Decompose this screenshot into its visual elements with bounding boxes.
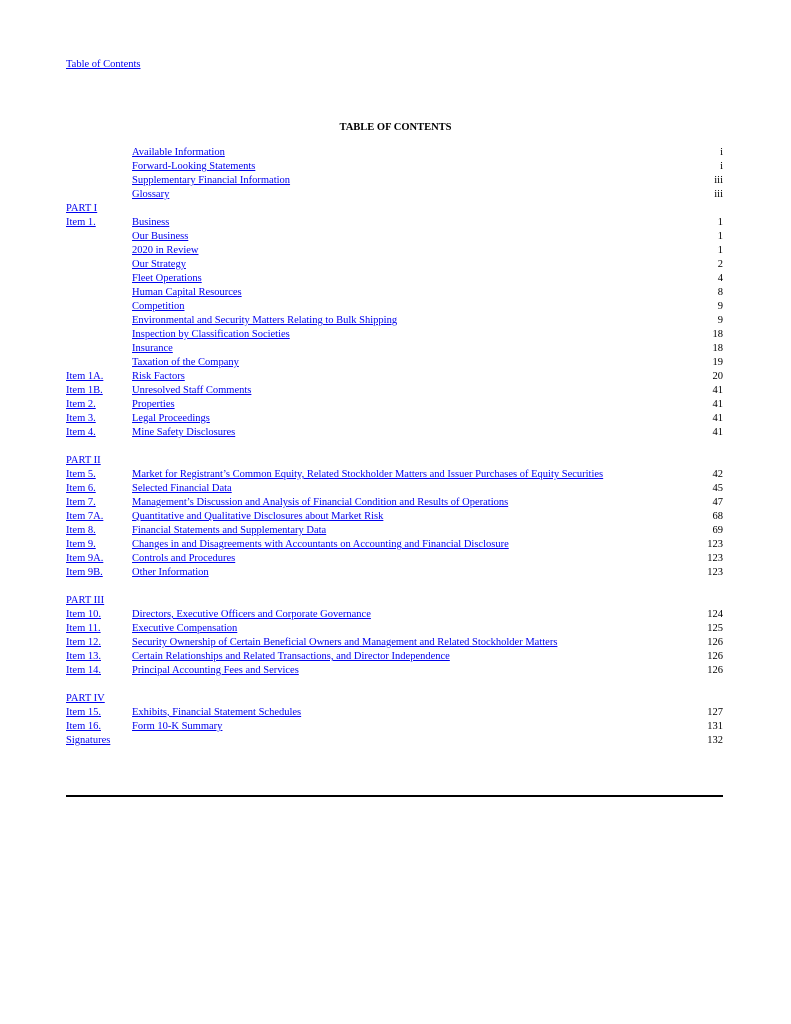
page-number: 132	[707, 735, 723, 746]
toc-row	[66, 146, 723, 160]
toc-row	[66, 636, 723, 650]
item-number-link[interactable]: Item 7A.	[66, 511, 104, 522]
toc-row	[66, 650, 723, 664]
item-number-link[interactable]: Item 9B.	[66, 567, 103, 578]
toc-row	[66, 160, 723, 174]
part-heading-link[interactable]: PART III	[66, 595, 105, 606]
section-title-link[interactable]: Management’s Discussion and Analysis of Financial Condition and Results of Operations	[132, 497, 509, 508]
page-number: 9	[717, 315, 723, 326]
page-number: 123	[707, 567, 723, 578]
page-number: 18	[712, 329, 723, 340]
item-number-link[interactable]: Item 3.	[66, 413, 96, 424]
toc-row	[66, 454, 723, 468]
toc-row	[66, 314, 723, 328]
section-title-link[interactable]: Taxation of the Company	[132, 357, 239, 368]
part-heading-link[interactable]: PART IV	[66, 693, 105, 704]
toc-row	[66, 468, 723, 482]
toc-row	[66, 510, 723, 524]
section-gap	[66, 580, 723, 594]
toc-row	[66, 412, 723, 426]
item-number-link[interactable]: Item 16.	[66, 721, 101, 732]
item-number-link[interactable]: Signatures	[66, 735, 111, 746]
toc-row	[66, 328, 723, 342]
toc-row	[66, 384, 723, 398]
table-of-contents-link[interactable]: Table of Contents	[66, 59, 141, 70]
page-number: 42	[712, 469, 723, 480]
toc-row	[66, 524, 723, 538]
toc-list	[66, 146, 723, 748]
page-number: 127	[707, 707, 723, 718]
section-title-link[interactable]: Certain Relationships and Related Transactions, and Director Independence	[132, 651, 450, 662]
section-title-link[interactable]: Legal Proceedings	[132, 413, 210, 424]
toc-row	[66, 188, 723, 202]
section-title-link[interactable]: Risk Factors	[132, 371, 185, 382]
section-title-link[interactable]: 2020 in Review	[132, 245, 199, 256]
toc-row	[66, 664, 723, 678]
section-title-link[interactable]: Competition	[132, 301, 185, 312]
toc-row	[66, 552, 723, 566]
toc-row	[66, 538, 723, 552]
section-title-link[interactable]: Properties	[132, 399, 175, 410]
item-number-link[interactable]: Item 15.	[66, 707, 101, 718]
toc-row	[66, 356, 723, 370]
item-number-link[interactable]: Item 14.	[66, 665, 101, 676]
section-title-link[interactable]: Insurance	[132, 343, 173, 354]
page-number: 1	[717, 217, 723, 228]
section-title-link[interactable]: Exhibits, Financial Statement Schedules	[132, 707, 302, 718]
page-number: iii	[714, 189, 723, 200]
toc-row	[66, 216, 723, 230]
item-number-link[interactable]: Item 8.	[66, 525, 96, 536]
toc-row	[66, 244, 723, 258]
part-heading-link[interactable]: PART II	[66, 455, 101, 466]
section-title-link[interactable]: Mine Safety Disclosures	[132, 427, 236, 438]
page-number: 45	[712, 483, 723, 494]
item-number-link[interactable]: Item 1.	[66, 217, 96, 228]
toc-row	[66, 734, 723, 748]
page-number: 2	[717, 259, 723, 270]
toc-row	[66, 482, 723, 496]
toc-row	[66, 426, 723, 440]
toc-row	[66, 496, 723, 510]
section-title-link[interactable]: Security Ownership of Certain Beneficial Owners and Management and Related Stockholder Matters	[132, 637, 558, 648]
page-title: TABLE OF CONTENTS	[339, 122, 452, 133]
page-number: 1	[717, 231, 723, 242]
page-number: 9	[717, 301, 723, 312]
toc-row	[66, 720, 723, 734]
section-title-link[interactable]: Inspection by Classification Societies	[132, 329, 290, 340]
page-number: 126	[707, 665, 723, 676]
item-number-link[interactable]: Item 1B.	[66, 385, 103, 396]
page-number: 123	[707, 539, 723, 550]
section-title-link[interactable]: Forward-Looking Statements	[132, 161, 256, 172]
page-number: 8	[717, 287, 723, 298]
toc-row	[66, 622, 723, 636]
page-number: 131	[707, 721, 723, 732]
section-title-link[interactable]: Directors, Executive Officers and Corporate Governance	[132, 609, 371, 620]
page-divider	[66, 795, 723, 797]
item-number-link[interactable]: Item 11.	[66, 623, 101, 634]
page-number: 68	[712, 511, 723, 522]
page-number: 126	[707, 651, 723, 662]
page-number: 125	[707, 623, 723, 634]
item-number-link[interactable]: Item 9.	[66, 539, 96, 550]
section-title-link[interactable]: Controls and Procedures	[132, 553, 236, 564]
page-number: 18	[712, 343, 723, 354]
page-number: 123	[707, 553, 723, 564]
page-number: 69	[712, 525, 723, 536]
toc-row	[66, 566, 723, 580]
page-number: 4	[717, 273, 723, 284]
toc-row	[66, 398, 723, 412]
page-number: 1	[717, 245, 723, 256]
section-title-link[interactable]: Fleet Operations	[132, 273, 202, 284]
page-number: i	[720, 147, 723, 158]
toc-row	[66, 608, 723, 622]
item-number-link[interactable]: Item 10.	[66, 609, 101, 620]
section-title-link[interactable]: Environmental and Security Matters Relating to Bulk Shipping	[132, 315, 398, 326]
section-title-link[interactable]: Our Strategy	[132, 259, 186, 270]
toc-row	[66, 706, 723, 720]
section-title-link[interactable]: Selected Financial Data	[132, 483, 232, 494]
item-number-link[interactable]: Item 5.	[66, 469, 96, 480]
item-number-link[interactable]: Item 2.	[66, 399, 96, 410]
toc-row	[66, 202, 723, 216]
section-title-link[interactable]: Quantitative and Qualitative Disclosures about Market Risk	[132, 511, 384, 522]
item-number-link[interactable]: Item 12.	[66, 637, 101, 648]
part-heading-link[interactable]: PART I	[66, 203, 98, 214]
item-number-link[interactable]: Item 4.	[66, 427, 96, 438]
section-title-link[interactable]: Executive Compensation	[132, 623, 238, 634]
page-number: 41	[712, 385, 723, 396]
toc-row	[66, 300, 723, 314]
section-gap	[66, 440, 723, 454]
page-number: 19	[712, 357, 723, 368]
page-number: i	[720, 161, 723, 172]
item-number-link[interactable]: Item 1A.	[66, 371, 104, 382]
page-number: iii	[714, 175, 723, 186]
toc-row	[66, 370, 723, 384]
item-number-link[interactable]: Item 7.	[66, 497, 96, 508]
item-number-link[interactable]: Item 9A.	[66, 553, 104, 564]
section-title-link[interactable]: Business	[132, 217, 170, 228]
page-number: 41	[712, 413, 723, 424]
section-gap	[66, 678, 723, 692]
section-title-link[interactable]: Available Information	[132, 147, 225, 158]
page-number: 41	[712, 427, 723, 438]
toc-row	[66, 286, 723, 300]
section-title-link[interactable]: Human Capital Resources	[132, 287, 242, 298]
section-title-link[interactable]: Market for Registrant’s Common Equity, Related Stockholder Matters and Issuer Purchases of Equity Securities	[132, 469, 604, 480]
toc-row	[66, 174, 723, 188]
toc-row	[66, 342, 723, 356]
toc-row	[66, 594, 723, 608]
toc-row	[66, 230, 723, 244]
section-title-link[interactable]: Our Business	[132, 231, 189, 242]
item-number-link[interactable]: Item 6.	[66, 483, 96, 494]
section-title-link[interactable]: Form 10-K Summary	[132, 721, 223, 732]
section-title-link[interactable]: Changes in and Disagreements with Accountants on Accounting and Financial Disclosure	[132, 539, 509, 550]
section-title-link[interactable]: Financial Statements and Supplementary Data	[132, 525, 327, 536]
section-title-link[interactable]: Other Information	[132, 567, 209, 578]
section-title-link[interactable]: Unresolved Staff Comments	[132, 385, 252, 396]
page-number: 126	[707, 637, 723, 648]
page-number: 41	[712, 399, 723, 410]
toc-row	[66, 692, 723, 706]
toc-row	[66, 258, 723, 272]
section-title-link[interactable]: Glossary	[132, 189, 170, 200]
page-number: 47	[712, 497, 723, 508]
section-title-link[interactable]: Supplementary Financial Information	[132, 175, 291, 186]
section-title-link[interactable]: Principal Accounting Fees and Services	[132, 665, 299, 676]
toc-row	[66, 272, 723, 286]
item-number-link[interactable]: Item 13.	[66, 651, 101, 662]
page-number: 20	[712, 371, 723, 382]
page-number: 124	[707, 609, 723, 620]
